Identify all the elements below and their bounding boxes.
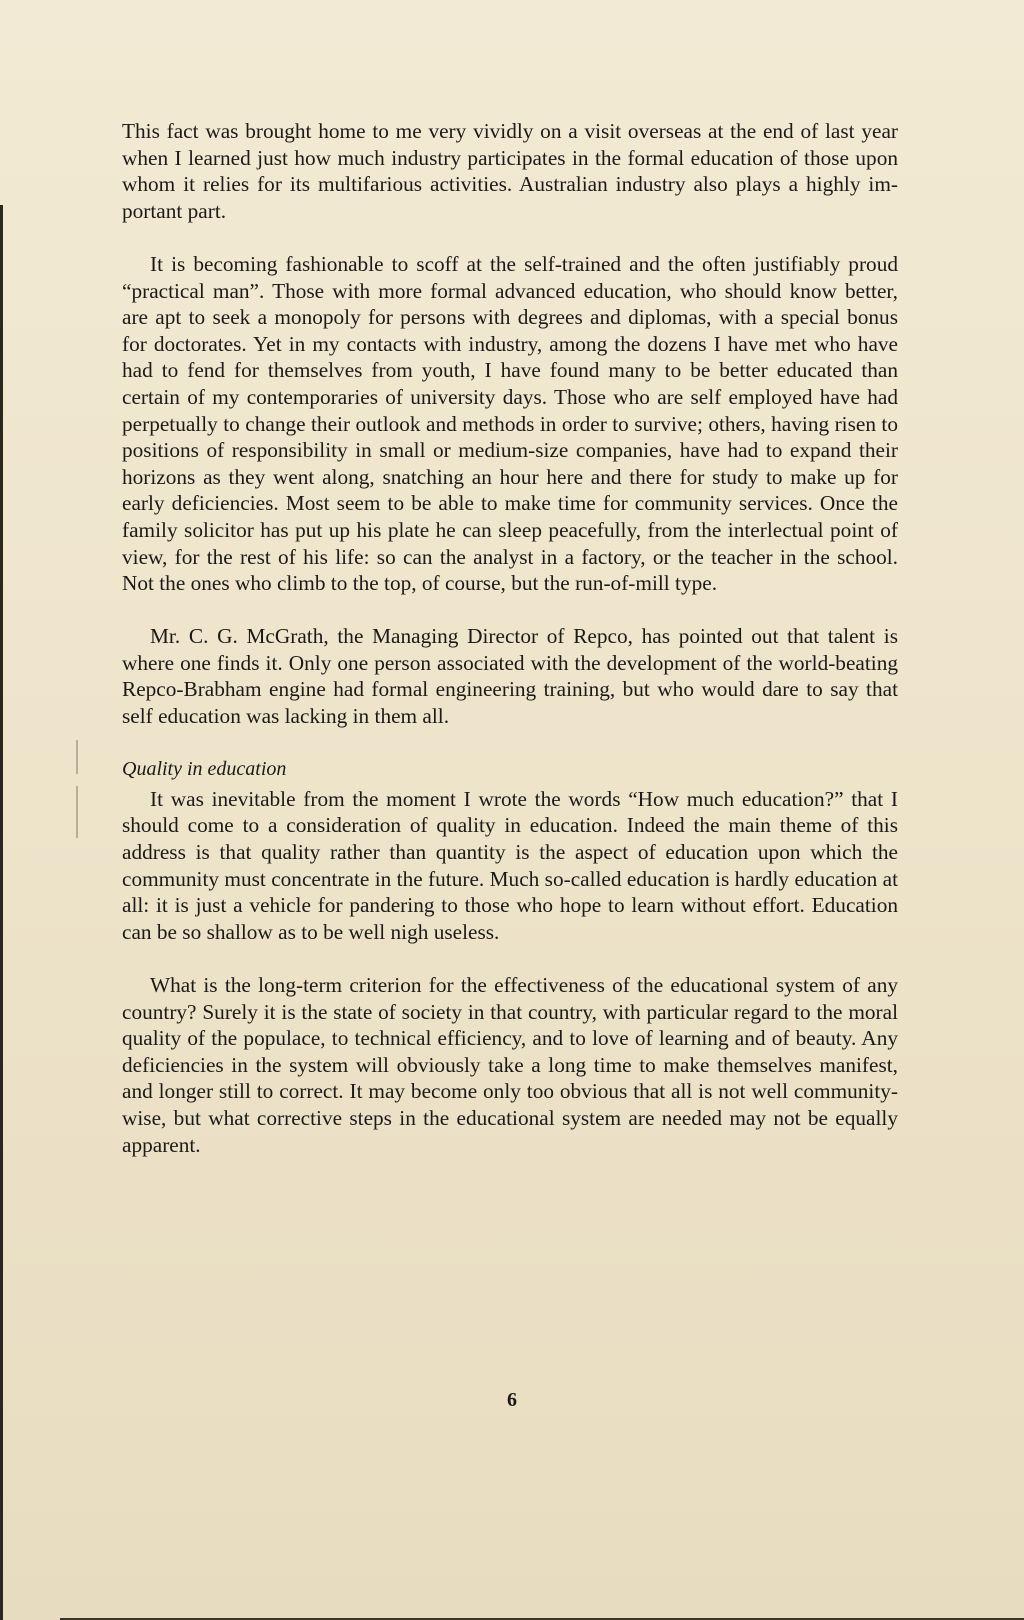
paragraph-4: It was inevitable from the moment I wrote the words “How much education?” that I should come to a consideration of quality in education. Indeed the main theme of this address is that quality rather than quantity is the aspect of education upon which the community must concentrate in the future. Much so-called education is hardly education at all: it is just a vehicle for pandering to those who hope to learn without effort. Education can be so shallow as to be well nigh useless. <box>122 786 898 944</box>
paragraph-2: It is becoming fashionable to scoff at the self-trained and the often justifiably proud “practical man”. Those with more formal advanced education, who should know better, are apt to seek a monopoly for persons with degrees and diplomas, with a special bonus for doctorates. Yet in my contacts with industry, among the dozens I have met who have had to fend for themselves from youth, I have found many to be better educated than certain of my contemporaries of university days. Those who are self employed have had perpetually to change their outlook and methods in order to survive; others, having risen to positions of responsibility in small or medium-size companies, have had to expand their horizons as they went along, snatching an hour here and there for study to make up for early deficiencies. Most seem to be able to make time for community services. Once the family solicitor has put up his plate he can sleep peacefully, from the interlectual point of view, for the rest of his life: so can the analyst in a factory, or the teacher in the school. Not the ones who climb to the top, of course, but the run-of-mill type. <box>122 251 898 596</box>
paragraph-3: Mr. C. G. McGrath, the Managing Director of Repco, has pointed out that talent is where one finds it. Only one person associated with the development of the world-beating Repco-Brabham engine had formal engineering training, but who would dare to say that self education was lacking in them all. <box>122 624 898 729</box>
paragraph-5: What is the long-term criterion for the effectiveness of the educational system of any country? Surely it is the state of society in that country, with particular regard to the moral quality of the populace, to technical efficiency, and to love of learning and of beauty. Any deficiencies in the system will obviously take a long time to make themselves manifest, and longer still to correct. It may become only too obvious that all is not well community-wise, but what corrective steps in the educational system are needed may not be equally apparent. <box>122 973 898 1157</box>
paragraph-1: This fact was brought home to me very vividly on a visit overseas at the end of last year when I learned just how much industry participates in the formal education of those upon whom it relies for its multifarious activities. Australian industry also plays a highly important part. <box>122 119 898 223</box>
section-heading: Quality in education <box>122 758 287 781</box>
margin-pencil-mark <box>76 786 78 838</box>
margin-pencil-mark <box>76 740 78 774</box>
body-text <box>122 118 898 1185</box>
page-number: 6 <box>507 1389 517 1411</box>
